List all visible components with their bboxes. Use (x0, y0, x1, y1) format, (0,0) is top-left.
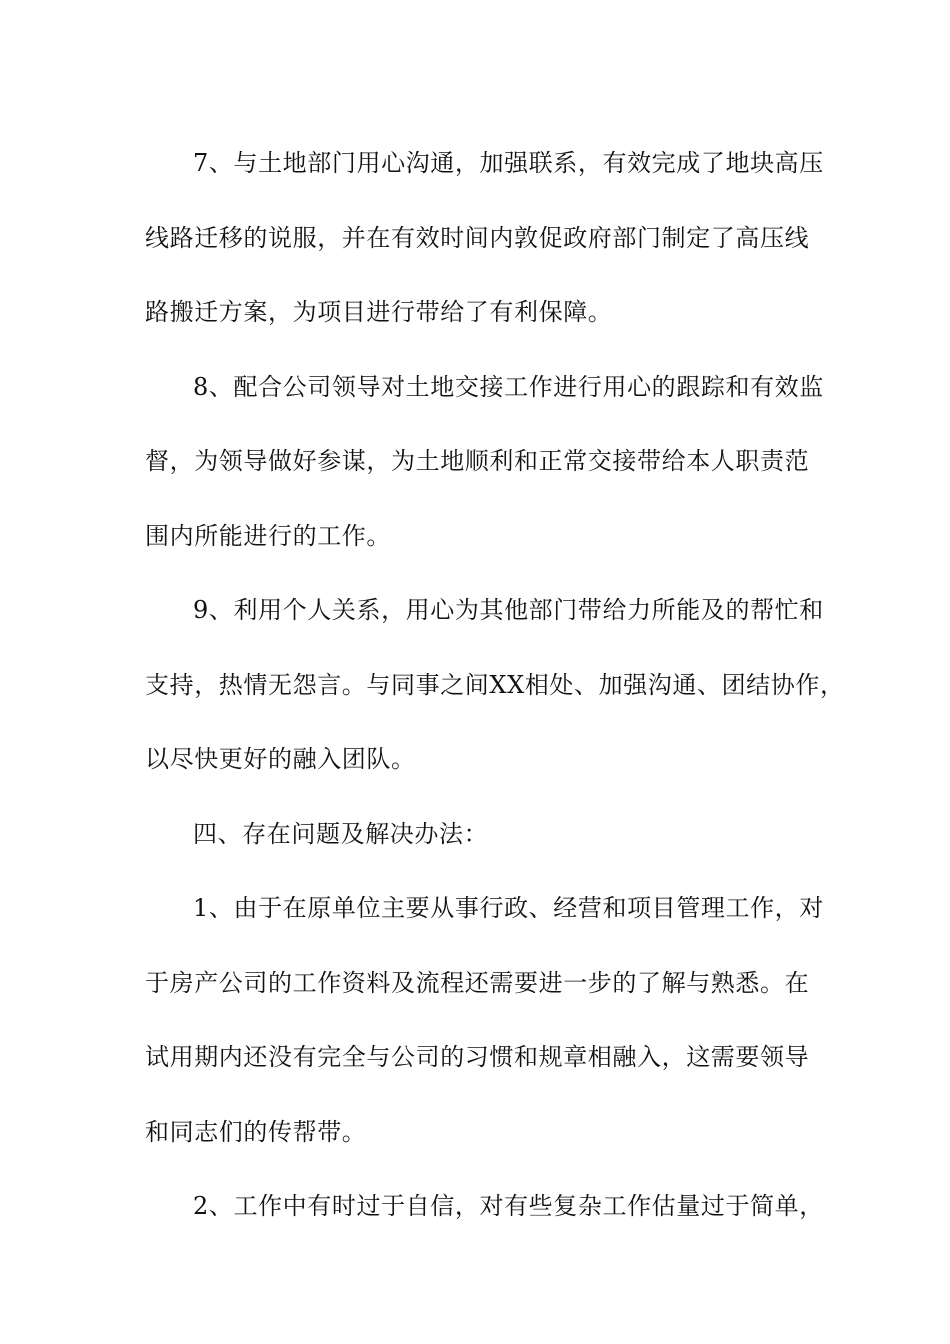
text-line: 围内所能进行的工作。 (145, 521, 391, 550)
text-line: 线路迁移的说服，并在有效时间内敦促政府部门制定了高压线 (145, 223, 810, 252)
paragraph-problem-2 (145, 1169, 824, 1244)
document-body (145, 126, 845, 1244)
text-line: 于房产公司的工作资料及流程还需要进一步的了解与熟悉。在 (145, 968, 810, 997)
text-line: 四、存在问题及解决办法： (193, 819, 489, 848)
paragraph-problem-1 (145, 871, 824, 1169)
text-line: 路搬迁方案，为项目进行带给了有利保障。 (145, 298, 613, 326)
text-line: 8、配合公司领导对土地交接工作进行用心的跟踪和有效监 (193, 372, 824, 401)
text-line: 和同志们的传帮带。 (145, 1117, 367, 1146)
text-line: 督，为领导做好参谋，为土地顺利和正常交接带给本人职责范 (145, 447, 810, 475)
text-line: 9、利用个人关系，用心为其他部门带给力所能及的帮忙和 (193, 596, 824, 624)
text-line: 试用期内还没有完全与公司的习惯和规章相融入，这需要领导 (145, 1043, 810, 1071)
paragraph-item-7 (145, 126, 824, 350)
text-line: 1、由于在原单位主要从事行政、经营和项目管理工作，对 (193, 894, 824, 922)
paragraph-item-9 (145, 573, 845, 797)
text-line: 7、与土地部门用心沟通，加强联系，有效完成了地块高压 (193, 149, 824, 177)
text-line: 以尽快更好的融入团队。 (145, 745, 416, 773)
text-line: 2、工作中有时过于自信，对有些复杂工作估量过于简单， (193, 1192, 824, 1220)
text-line: 支持，热情无怨言。与同事之间XX相处、加强沟通、团结协作， (145, 670, 845, 699)
section-heading-problems (145, 797, 810, 872)
paragraph-item-8 (145, 350, 824, 574)
